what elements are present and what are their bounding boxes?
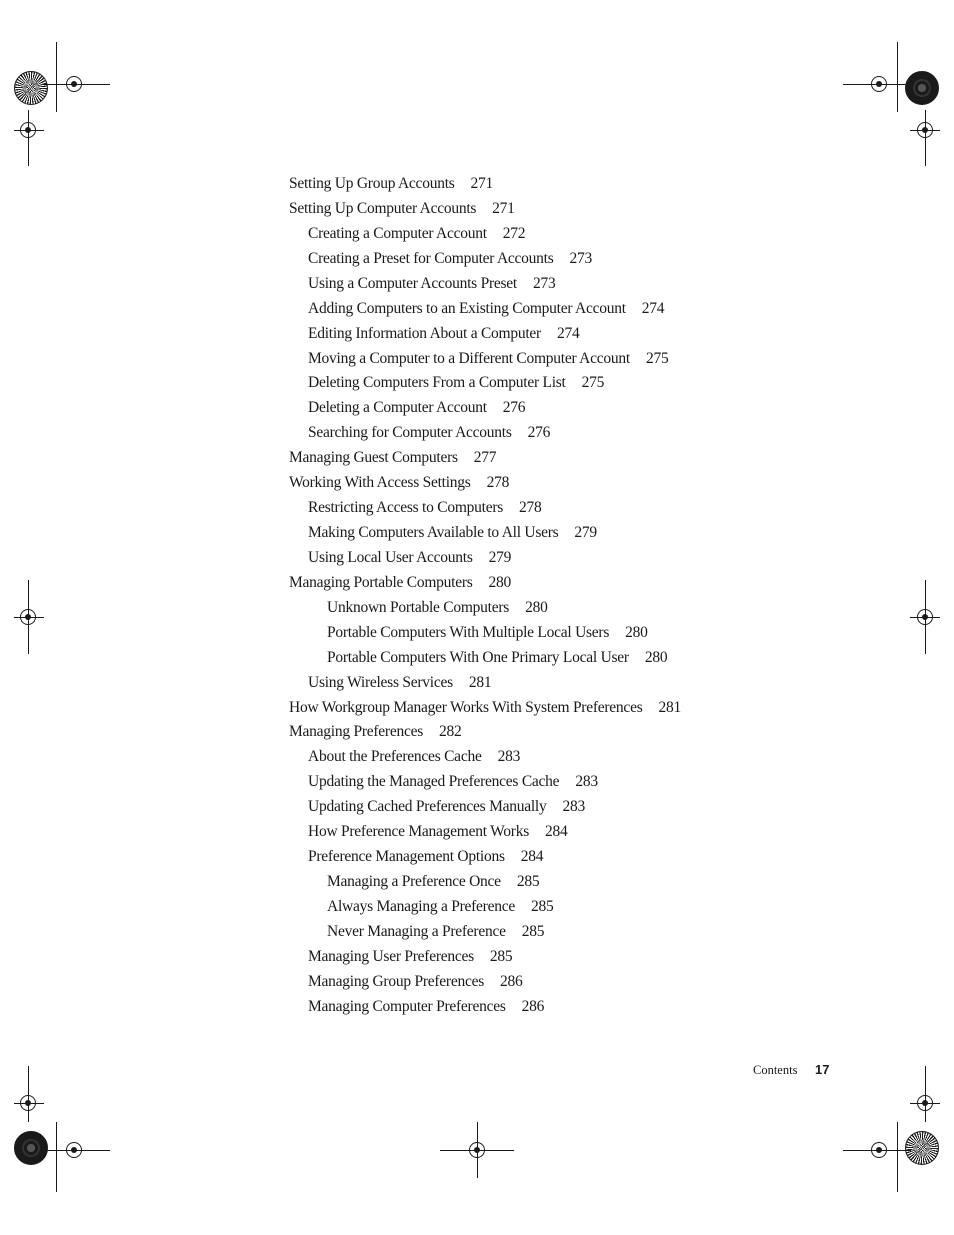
crop-mark [897,42,898,112]
toc-entry [308,324,579,344]
toc-entry-page-number: 274 [641,300,665,317]
toc-entry-title: Moving a Computer to a Different Computer Account [308,350,630,367]
toc-entry [308,747,520,767]
toc-entry [289,698,681,718]
toc-entry-title: Setting Up Computer Accounts [289,200,477,217]
toc-entry-page-number: 283 [497,748,521,765]
toc-entry [308,274,555,294]
registration-crosshair-icon [871,76,887,92]
toc-entry [308,523,597,543]
crop-mark [28,1066,29,1122]
toc-entry [327,598,548,618]
registration-starburst-icon [905,71,939,105]
registration-crosshair-icon [20,609,36,625]
toc-entry [289,174,493,194]
toc-entry-title: Creating a Preset for Computer Accounts [308,250,554,267]
footer-page-number: 17 [815,1062,830,1077]
crop-mark [925,110,926,166]
toc-entry-title: About the Preferences Cache [308,748,482,765]
registration-crosshair-icon [66,76,82,92]
registration-crosshair-icon [469,1142,485,1158]
toc-entry [308,947,512,967]
toc-entry-title: Managing Group Preferences [308,973,484,990]
toc-entry-page-number: 272 [502,225,526,242]
toc-entry [327,872,539,892]
toc-entry-title: Creating a Computer Account [308,225,487,242]
registration-crosshair-icon [20,1095,36,1111]
toc-entry-page-number: 285 [530,898,554,915]
toc-entry [308,299,664,319]
toc-entry-title: Using Wireless Services [308,674,453,691]
toc-entry [308,847,543,867]
toc-entry [308,373,604,393]
toc-entry [327,897,553,917]
toc-entry [308,822,567,842]
toc-entry-title: Managing Computer Preferences [308,998,506,1015]
toc-entry-page-number: 285 [516,873,540,890]
toc-entry-title: Restricting Access to Computers [308,499,504,516]
crop-mark [925,1066,926,1122]
toc-entry-page-number: 280 [488,574,512,591]
toc-entry [289,573,511,593]
toc-entry [289,473,509,493]
registration-crosshair-icon [917,609,933,625]
toc-entry-page-number: 284 [544,823,568,840]
toc-entry [308,797,585,817]
toc-entry-title: Updating the Managed Preferences Cache [308,773,560,790]
toc-entry [289,722,462,742]
toc-entry-page-number: 274 [556,325,580,342]
toc-entry-title: Working With Access Settings [289,474,471,491]
toc-entry-title: Making Computers Available to All Users [308,524,559,541]
toc-entry-title: Using a Computer Accounts Preset [308,275,517,292]
toc-entry-title: Setting Up Group Accounts [289,175,455,192]
toc-entry [308,673,491,693]
toc-entry-page-number: 285 [489,948,513,965]
toc-entry-page-number: 273 [532,275,556,292]
toc-entry-page-number: 271 [470,175,494,192]
toc-entry-title: Portable Computers With Multiple Local Users [327,624,610,641]
toc-entry-title: Editing Information About a Computer [308,325,541,342]
toc-entry-page-number: 281 [658,699,681,716]
toc-entry-title: Deleting a Computer Account [308,399,487,416]
toc-entry-page-number: 286 [521,998,545,1015]
toc-entry-title: Updating Cached Preferences Manually [308,798,547,815]
toc-entry [308,349,668,369]
toc-entry-title: Managing Preferences [289,723,424,740]
toc-entry-title: Preference Management Options [308,848,505,865]
toc-entry [327,648,667,668]
toc-entry-title: Managing Guest Computers [289,449,458,466]
toc-entry-title: Using Local User Accounts [308,549,473,566]
toc-entry [308,249,592,269]
toc-entry-title: Never Managing a Preference [327,923,506,940]
registration-crosshair-icon [66,1142,82,1158]
toc-entry [327,623,648,643]
toc-entry-title: Managing User Preferences [308,948,474,965]
toc-entry [289,448,496,468]
toc-entry-title: Deleting Computers From a Computer List [308,374,566,391]
toc-entry-title: Adding Computers to an Existing Computer Account [308,300,626,317]
registration-crosshair-icon [917,122,933,138]
registration-crosshair-icon [20,122,36,138]
registration-crosshair-icon [871,1142,887,1158]
toc-entry-title: Always Managing a Preference [327,898,515,915]
toc-entry-page-number: 276 [502,399,526,416]
toc-entry [308,997,544,1017]
toc-entry-title: Searching for Computer Accounts [308,424,512,441]
registration-crosshair-icon [917,1095,933,1111]
toc-entry [308,548,511,568]
registration-starburst-icon [14,1131,48,1165]
toc-entry-page-number: 284 [520,848,544,865]
toc-entry-page-number: 275 [645,350,669,367]
toc-entry-page-number: 283 [562,798,585,815]
crop-mark [56,1122,57,1192]
toc-entry-page-number: 278 [519,499,542,516]
registration-starburst-icon [905,1131,939,1165]
toc-entry-page-number: 286 [500,973,523,990]
toc-entry-page-number: 277 [473,449,497,466]
footer-section-label: Contents [753,1063,798,1077]
toc-entry-title: How Preference Management Works [308,823,529,840]
toc-entry [308,423,550,443]
toc-entry-page-number: 280 [525,599,548,616]
toc-entry-page-number: 285 [521,923,545,940]
toc-entry [289,199,515,219]
registration-starburst-icon [14,71,48,105]
toc-entry-title: Unknown Portable Computers [327,599,510,616]
toc-entry [308,972,523,992]
toc-entry-title: Managing Portable Computers [289,574,473,591]
toc-entry-title: How Workgroup Manager Works With System Preferences [289,699,643,716]
toc-entry-page-number: 281 [468,674,492,691]
toc-entry-page-number: 275 [581,374,605,391]
toc-entry-page-number: 279 [574,524,597,541]
toc-entry-page-number: 282 [439,723,462,740]
toc-entry-page-number: 276 [527,424,551,441]
toc-entry [308,398,525,418]
toc-entry-page-number: 271 [492,200,515,217]
toc-entry-page-number: 280 [644,649,668,666]
crop-mark [28,110,29,166]
toc-entry-page-number: 278 [486,474,510,491]
crop-mark [56,42,57,112]
toc-entry [308,224,525,244]
crop-mark [897,1122,898,1192]
toc-entry-page-number: 283 [575,773,598,790]
toc-entry-page-number: 280 [625,624,648,641]
toc-entry-page-number: 273 [569,250,593,267]
toc-entry [308,772,598,792]
toc-entry-title: Portable Computers With One Primary Local User [327,649,629,666]
toc-entry [308,498,542,518]
toc-entry [327,922,544,942]
toc-entry-title: Managing a Preference Once [327,873,501,890]
toc-entry-page-number: 279 [488,549,512,566]
